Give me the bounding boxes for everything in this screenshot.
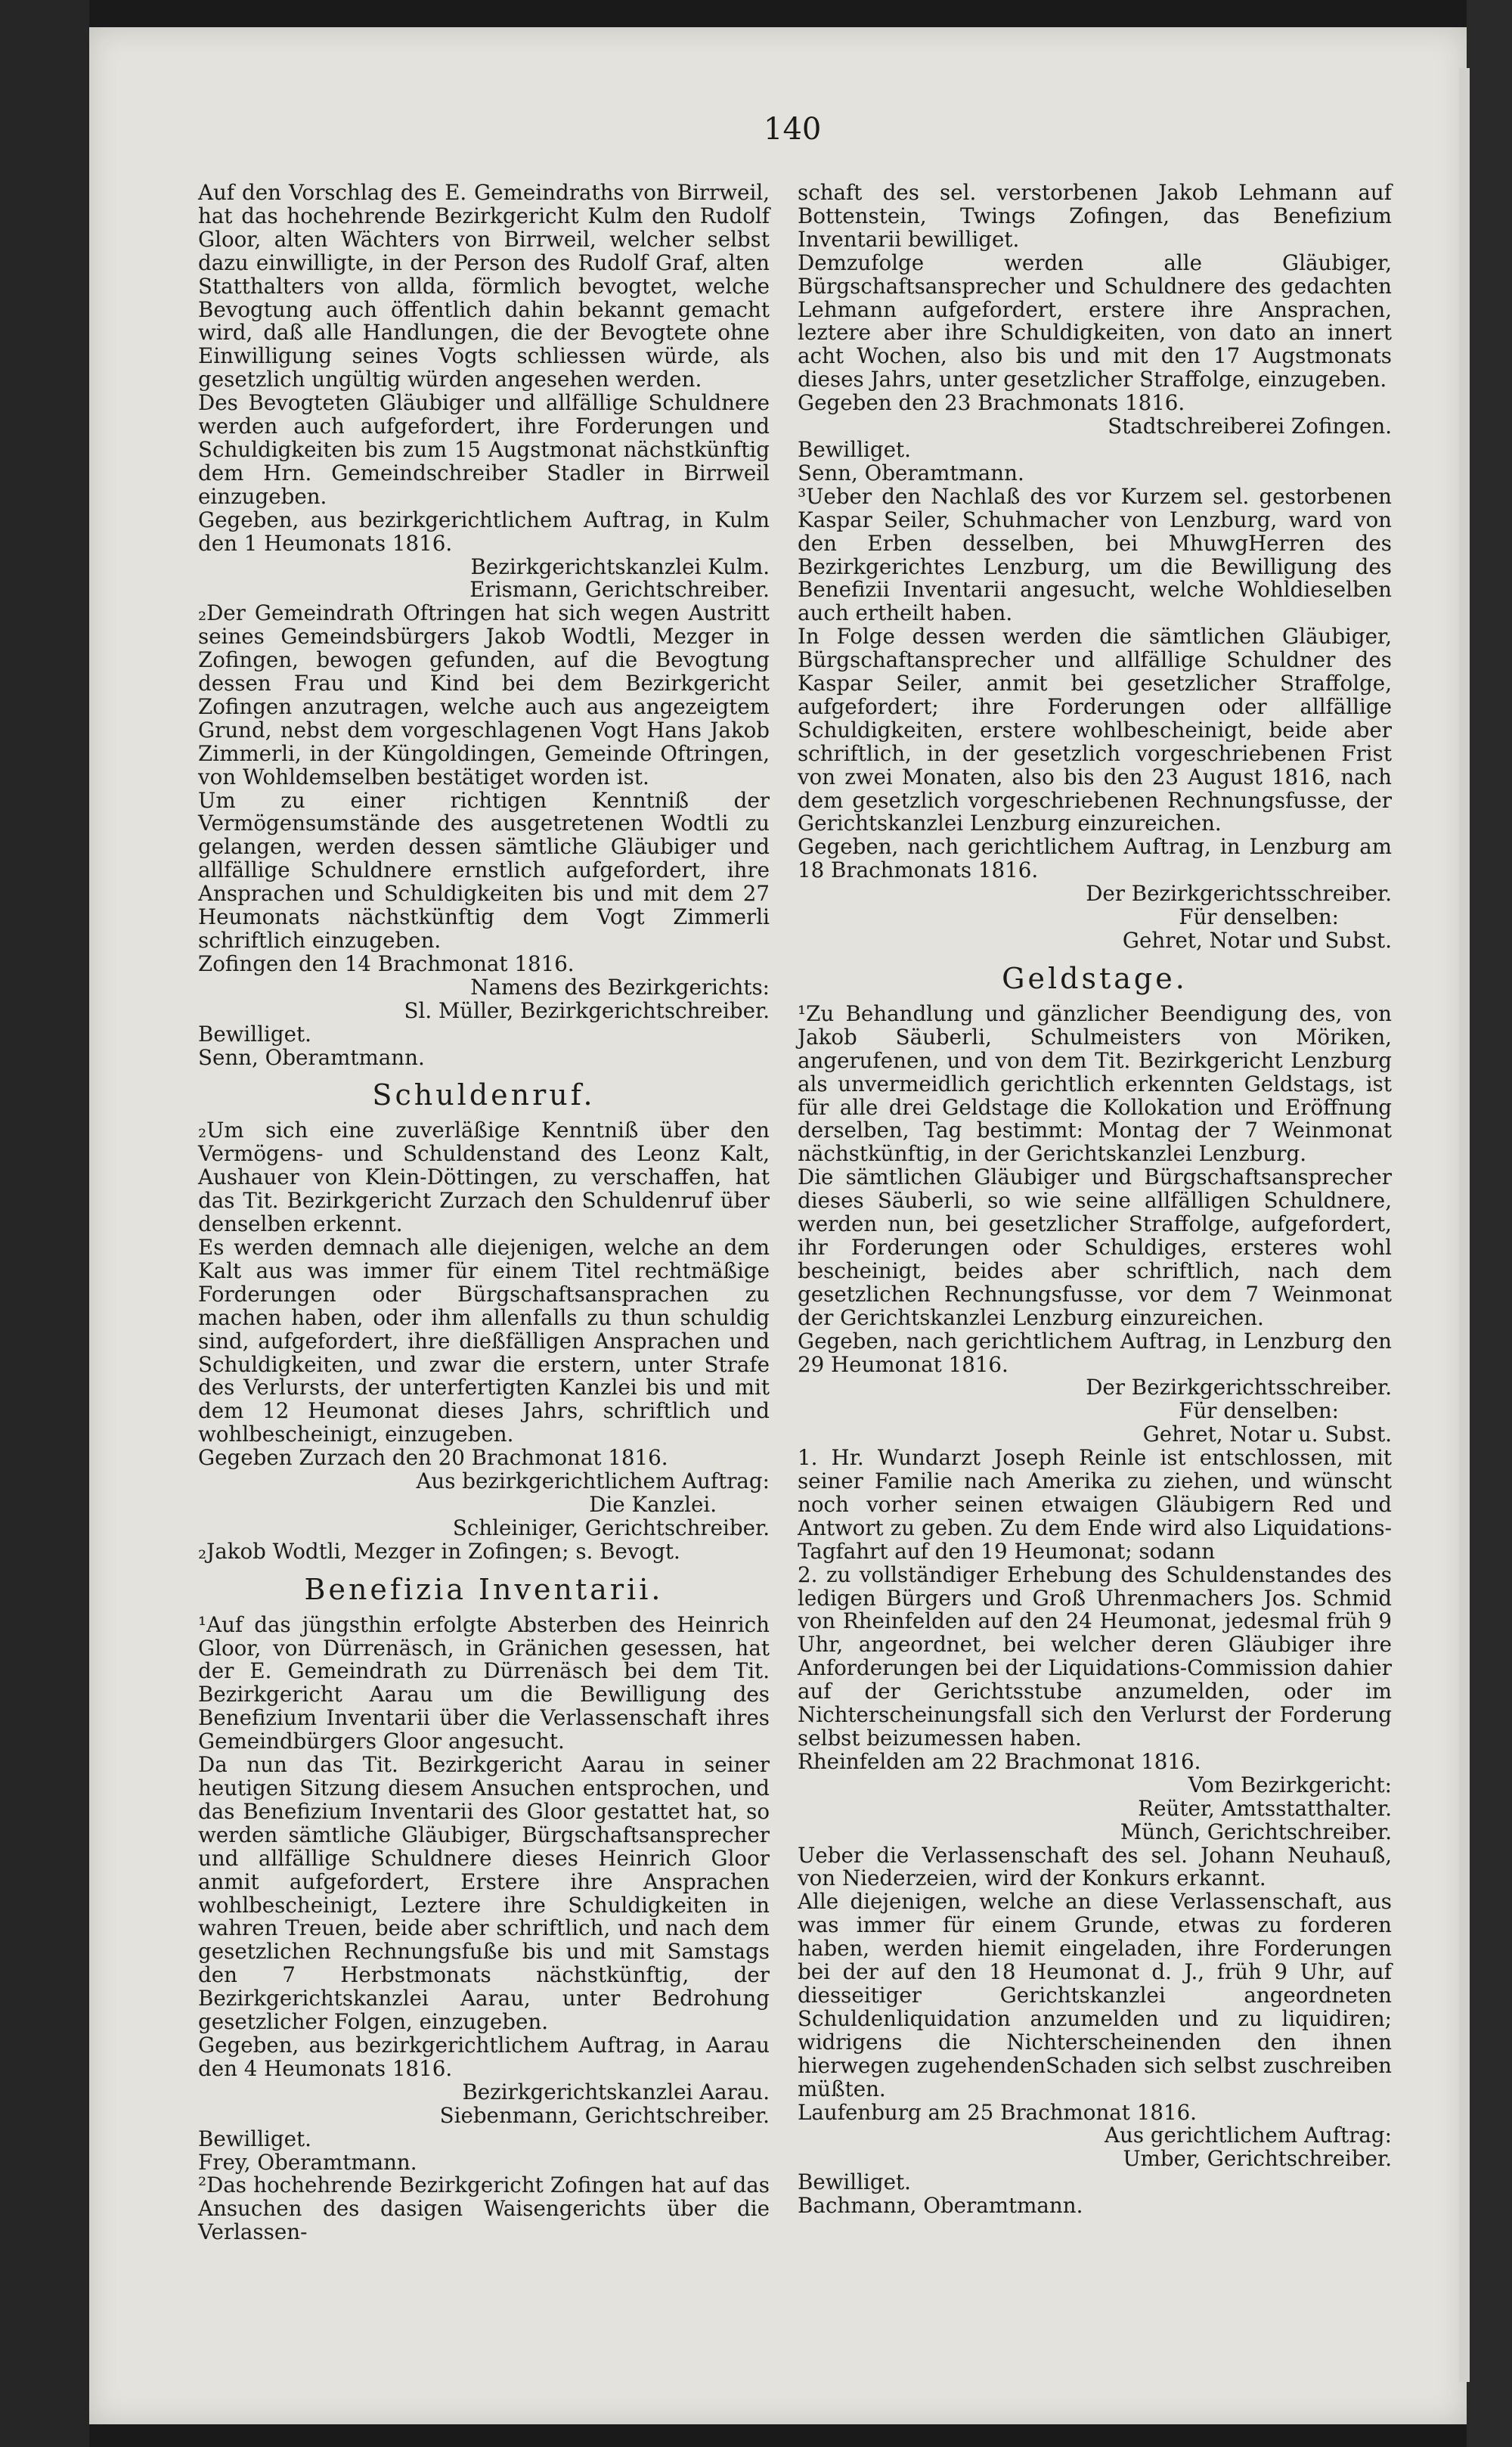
signature-line: Aus bezirkgerichtlichem Auftrag: <box>416 1469 770 1494</box>
paragraph: Alle diejenigen, welche an diese Verlassenschaft, aus was immer für einem Grunde, etwas zu forderen haben, werden hiemit eingeladen, ihre Forderungen bei der auf den 18 Heumonat d. J., früh 9 Uhr, auf diesseitiger Gerichtskanzlei angeordneten Schuldenliquidation anzumelden und zu liquidiren; widrigens die Nichterscheinenden den ihnen hierwegen zugehendenSchaden sich selbst zuschreiben müßten. <box>798 1889 1392 2101</box>
signature-line: Die Kanzlei. <box>589 1491 717 1517</box>
paragraph: Da nun das Tit. Bezirkgericht Aarau in seiner heutigen Sitzung diesem Ansuchen entsprochen, und das Benefizium Inventarii des Gloor gestattet hat, so werden sämtliche Gläubiger, Bürgschaftsansprecher und allfällige Schuldnere dieses Heinrich Gloor anmit aufgefordert, Erstere ihre Ansprachen wohlbescheinigt, Leztere ihre Schuldigkeiten in wahren Treuen, beide aber schriftlich, und nach dem gesetzlichen Rechnungsfuße bis und mit Samstags den 7 Herbstmonats nächstkünftig, der Bezirkgerichtskanzlei Aarau, unter Bedrohung gesetzlicher Folgen, einzugeben. <box>198 1752 770 2035</box>
paragraph: Ueber die Verlassenschaft des sel. Johann Neuhauß, von Niederzeien, wird der Konkurs erkannt. <box>798 1842 1392 1891</box>
text-line: Zofingen den 14 Brachmonat 1816. <box>198 951 575 976</box>
text-line: Bewilliget. <box>198 2126 311 2151</box>
left-column <box>198 181 770 2244</box>
signature-line: Umber, Gerichtschreiber. <box>1123 2146 1392 2172</box>
section-heading: Schuldenruf. <box>372 1078 596 1112</box>
paragraph: Gegeben, nach gerichtlichem Auftrag, in Lenzburg am 18 Brachmonats 1816. <box>798 834 1392 883</box>
paragraph: ¹Zu Behandlung und gänzlicher Beendigung des, von Jakob Säuberli, Schulmeisters von Möriken, angerufenen, und von dem Tit. Bezirkgericht Lenzburg als unvermeidlich gerichtlich erkennten Geldstags, ist für alle drei Geldstage die Kollokation und Eröffnung derselben, Tag bestimmt: Montag der 7 Weinmonat nächstkünftig, in der Gerichtskanzlei Lenzburg. <box>798 1000 1392 1167</box>
text-line: Senn, Oberamtmann. <box>198 1044 425 1070</box>
signature-line: Münch, Gerichtschreiber. <box>1120 1819 1392 1844</box>
page-number: 140 <box>764 112 822 147</box>
page-edge <box>1459 68 1470 2382</box>
signature-line: Aus gerichtlichem Auftrag: <box>1105 2123 1392 2148</box>
signature-line: Der Bezirkgerichtsschreiber. <box>1086 1375 1392 1400</box>
paragraph: Es werden demnach alle diejenigen, welche an dem Kalt aus was immer für einem Titel rechtmäßige Forderungen oder Bürgschaftsansprachen zu machen haben, oder ihm allenfalls zu thun schuldig sind, aufgefordert, ihre dießfälligen Ansprachen und Schuldigkeiten, und zwar die erstern, unter Strafe des Verlursts, der unterfertigten Kanzlei bis und mit dem 12 Heumonat dieses Jahrs, schriftlich und wohlbescheinigt, einzugeben. <box>198 1234 770 1447</box>
signature-line: Für denselben: <box>1179 904 1339 930</box>
paragraph: 2. zu vollständiger Erhebung des Schuldenstandes des ledigen Bürgers und Groß Uhrenmachers Jos. Schmid von Rheinfelden auf den 24 Heumonat, jedesmal früh 9 Uhr, angeordnet, bei welcher deren Gläubiger ihre Anforderungen bei der Liquidations-Commission dahier auf der Gerichtsstube anzumelden, oder im Nichterscheinungsfall sich den Verlurst der Forderung selbst beizumessen haben. <box>798 1562 1392 1751</box>
paragraph: schaft des sel. verstorbenen Jakob Lehmann auf Bottenstein, Twings Zofingen, das Benefizium Inventarii bewilliget. <box>798 180 1392 252</box>
paragraph: Gegeben, aus bezirkgerichtlichem Auftrag, in Aarau den 4 Heumonats 1816. <box>198 2032 770 2081</box>
text-line: Bewilliget. <box>198 1021 311 1047</box>
text-line: Bewilliget. <box>798 436 911 462</box>
signature-line: Bezirkgerichtskanzlei Kulm. <box>470 554 770 579</box>
paragraph: In Folge dessen werden die sämtlichen Gläubiger, Bürgschaftansprecher und allfällige Schuldner des Kaspar Seiler, anmit bei gesetzlicher Straffolge, aufgefordert; ihre Forderungen oder allfällige Schuldigkeiten, erstere wohlbescheinigt, beide aber schriftlich, in der gesetzlich vorgeschriebenen Frist von zwei Monaten, also bis den 23 August 1816, nach dem gesetzlich vorgeschriebenen Rechnungsfusse, der Gerichtskanzlei Lenzburg einzureichen. <box>798 624 1392 836</box>
text-line: Gegeben Zurzach den 20 Brachmonat 1816. <box>198 1445 668 1471</box>
signature-line: Erismann, Gerichtschreiber. <box>469 577 770 603</box>
signature-line: Der Bezirkgerichtsschreiber. <box>1086 881 1392 907</box>
right-column <box>798 181 1392 2218</box>
signature-line: Gehret, Notar und Subst. <box>1122 928 1392 953</box>
text-line: Senn, Oberamtmann. <box>798 460 1024 485</box>
paragraph: 1. Hr. Wundarzt Joseph Reinle ist entschlossen, mit seiner Familie nach Amerika zu ziehen, und wünscht noch vorher seinen etwaigen Gläubigern Red und Antwort zu geben. Zu dem Ende wird also Liquidations-Tagfahrt auf den 19 Heumonat; sodann <box>798 1445 1392 1564</box>
scan-background-left <box>0 0 89 2447</box>
text-line: Bewilliget. <box>798 2169 911 2195</box>
paragraph: Die sämtlichen Gläubiger und Bürgschaftsansprecher dieses Säuberli, so wie seine allfälligen Schuldnere, werden nun, bei gesetzlicher Straffolge, aufgefordert, ihr Forderungen oder Schuldiges, ersteres wohl bescheinigt, beides aber schriftlich, nach dem gesetzlichen Rechnungsfusse, vor dem 7 Weinmonat der Gerichtskanzlei Lenzburg einzureichen. <box>798 1165 1392 1330</box>
signature-line: Für denselben: <box>1179 1398 1339 1424</box>
signature-line: Reüter, Amtsstatthalter. <box>1138 1795 1392 1821</box>
text-line: Gegeben den 23 Brachmonats 1816. <box>798 390 1185 416</box>
text-line: Bachmann, Oberamtmann. <box>798 2193 1083 2219</box>
paragraph: Um zu einer richtigen Kenntniß der Vermögensumstände des ausgetretenen Wodtli zu gelangen, werden dessen sämtliche Gläubiger und allfällige Schuldnere ernstlich aufgefordert, ihre Ansprachen und Schuldigkeiten bis und mit dem 27 Heumonats nächstkünftig dem Vogt Zimmerli schriftlich einzugeben. <box>198 787 770 953</box>
signature-line: Siebenmann, Gerichtschreiber. <box>439 2102 770 2128</box>
signature-line: Stadtschreiberei Zofingen. <box>1108 414 1392 439</box>
paragraph: ³Ueber den Nachlaß des vor Kurzem sel. gestorbenen Kaspar Seiler, Schuhmacher von Lenzburg, ward von den Erben desselben, bei MhuwgHerren des Bezirkgerichtes Lenzburg, um die Bewilligung des Benefizii Inventarii angesucht, welche Wohldieselben auch ertheilt haben. <box>798 483 1392 626</box>
section-heading: Geldstage. <box>1002 961 1188 995</box>
section-heading: Benefizia Inventarii. <box>304 1572 664 1606</box>
paragraph: Des Bevogteten Gläubiger und allfällige Schuldnere werden auch aufgefordert, ihre Forderungen und Schuldigkeiten bis zum 15 Augstmonat nächstkünftig dem Hrn. Gemeindschreiber Stadler in Birrweil einzugeben. <box>198 390 770 509</box>
text-line: ₂Jakob Wodtli, Mezger in Zofingen; s. Bevogt. <box>198 1538 680 1564</box>
text-line: Frey, Oberamtmann. <box>198 2149 417 2175</box>
text-line: Laufenburg am 25 Brachmonat 1816. <box>798 2099 1197 2125</box>
paragraph: Demzufolge werden alle Gläubiger, Bürgschaftsansprecher und Schuldnere des gedachten Lehmann aufgefordert, erstere ihre Ansprachen, leztere aber ihre Schuldigkeiten, von dato an innert acht Wochen, also bis und mit den 17 Augstmonats dieses Jahrs, unter gesetzlicher Straffolge, einzugeben. <box>798 250 1392 392</box>
scan-background-right <box>1467 0 1512 2447</box>
text-line: Rheinfelden am 22 Brachmonat 1816. <box>798 1748 1201 1774</box>
signature-line: Namens des Bezirkgerichts: <box>470 974 770 1000</box>
signature-line: Bezirkgerichtskanzlei Aarau. <box>462 2079 770 2104</box>
paragraph: ₂Der Gemeindrath Oftringen hat sich wegen Austritt seines Gemeindsbürgers Jakob Wodtli, Mezger in Zofingen, bewogen gefunden, auf die Bevogtung dessen Frau und Kind bei dem Bezirkgericht Zofingen anzutragen, welche auch aus angezeigtem Grund, nebst dem vorgeschlagenen Vogt Hans Jakob Zimmerli, in der Küngoldingen, Gemeinde Oftringen, von Wohldemselben bestätiget worden ist. <box>198 600 770 789</box>
signature-line: Gehret, Notar u. Subst. <box>1142 1422 1392 1447</box>
signature-line: Vom Bezirkgericht: <box>1188 1772 1392 1797</box>
paragraph: ¹Auf das jüngsthin erfolgte Absterben des Heinrich Gloor, von Dürrenäsch, in Gränichen gesessen, hat der E. Gemeindrath zu Dürrenäsch bei dem Tit. Bezirkgericht Aarau um die Bewilligung des Benefizium Inventarii über die Verlassenschaft ihres Gemeindbürgers Gloor angesucht. <box>198 1611 770 1754</box>
paragraph: Auf den Vorschlag des E. Gemeindraths von Birrweil, hat das hochehrende Bezirkgericht Kulm den Rudolf Gloor, alten Wächters von Birrweil, welcher selbst dazu einwilligte, in der Person des Rudolf Graf, alten Statthalters von allda, förmlich bevogtet, welche Bevogtung auch öffentlich dahin bekannt gemacht wird, daß alle Handlungen, die der Bevogtete ohne Einwilligung seines Vogts schliessen würde, als gesetzlich ungültig würden angesehen werden. <box>198 180 770 392</box>
paragraph: Gegeben, aus bezirkgerichtlichem Auftrag, in Kulm den 1 Heumonats 1816. <box>198 507 770 556</box>
paragraph: Gegeben, nach gerichtlichem Auftrag, in Lenzburg den 29 Heumonat 1816. <box>798 1328 1392 1377</box>
paragraph: ₂Um sich eine zuverläßige Kenntniß über den Vermögens- und Schuldenstand des Leonz Kalt, Aushauer von Klein-Döttingen, zu verschaffen, hat das Tit. Bezirkgericht Zurzach den Schuldenruf über denselben erkennt. <box>198 1118 770 1237</box>
signature-line: Schleiniger, Gerichtschreiber. <box>452 1515 770 1540</box>
paragraph: ²Das hochehrende Bezirkgericht Zofingen hat auf das Ansuchen des dasigen Waisengerichts über die Verlassen- <box>198 2173 770 2245</box>
signature-line: Sl. Müller, Bezirkgerichtschreiber. <box>404 997 770 1023</box>
